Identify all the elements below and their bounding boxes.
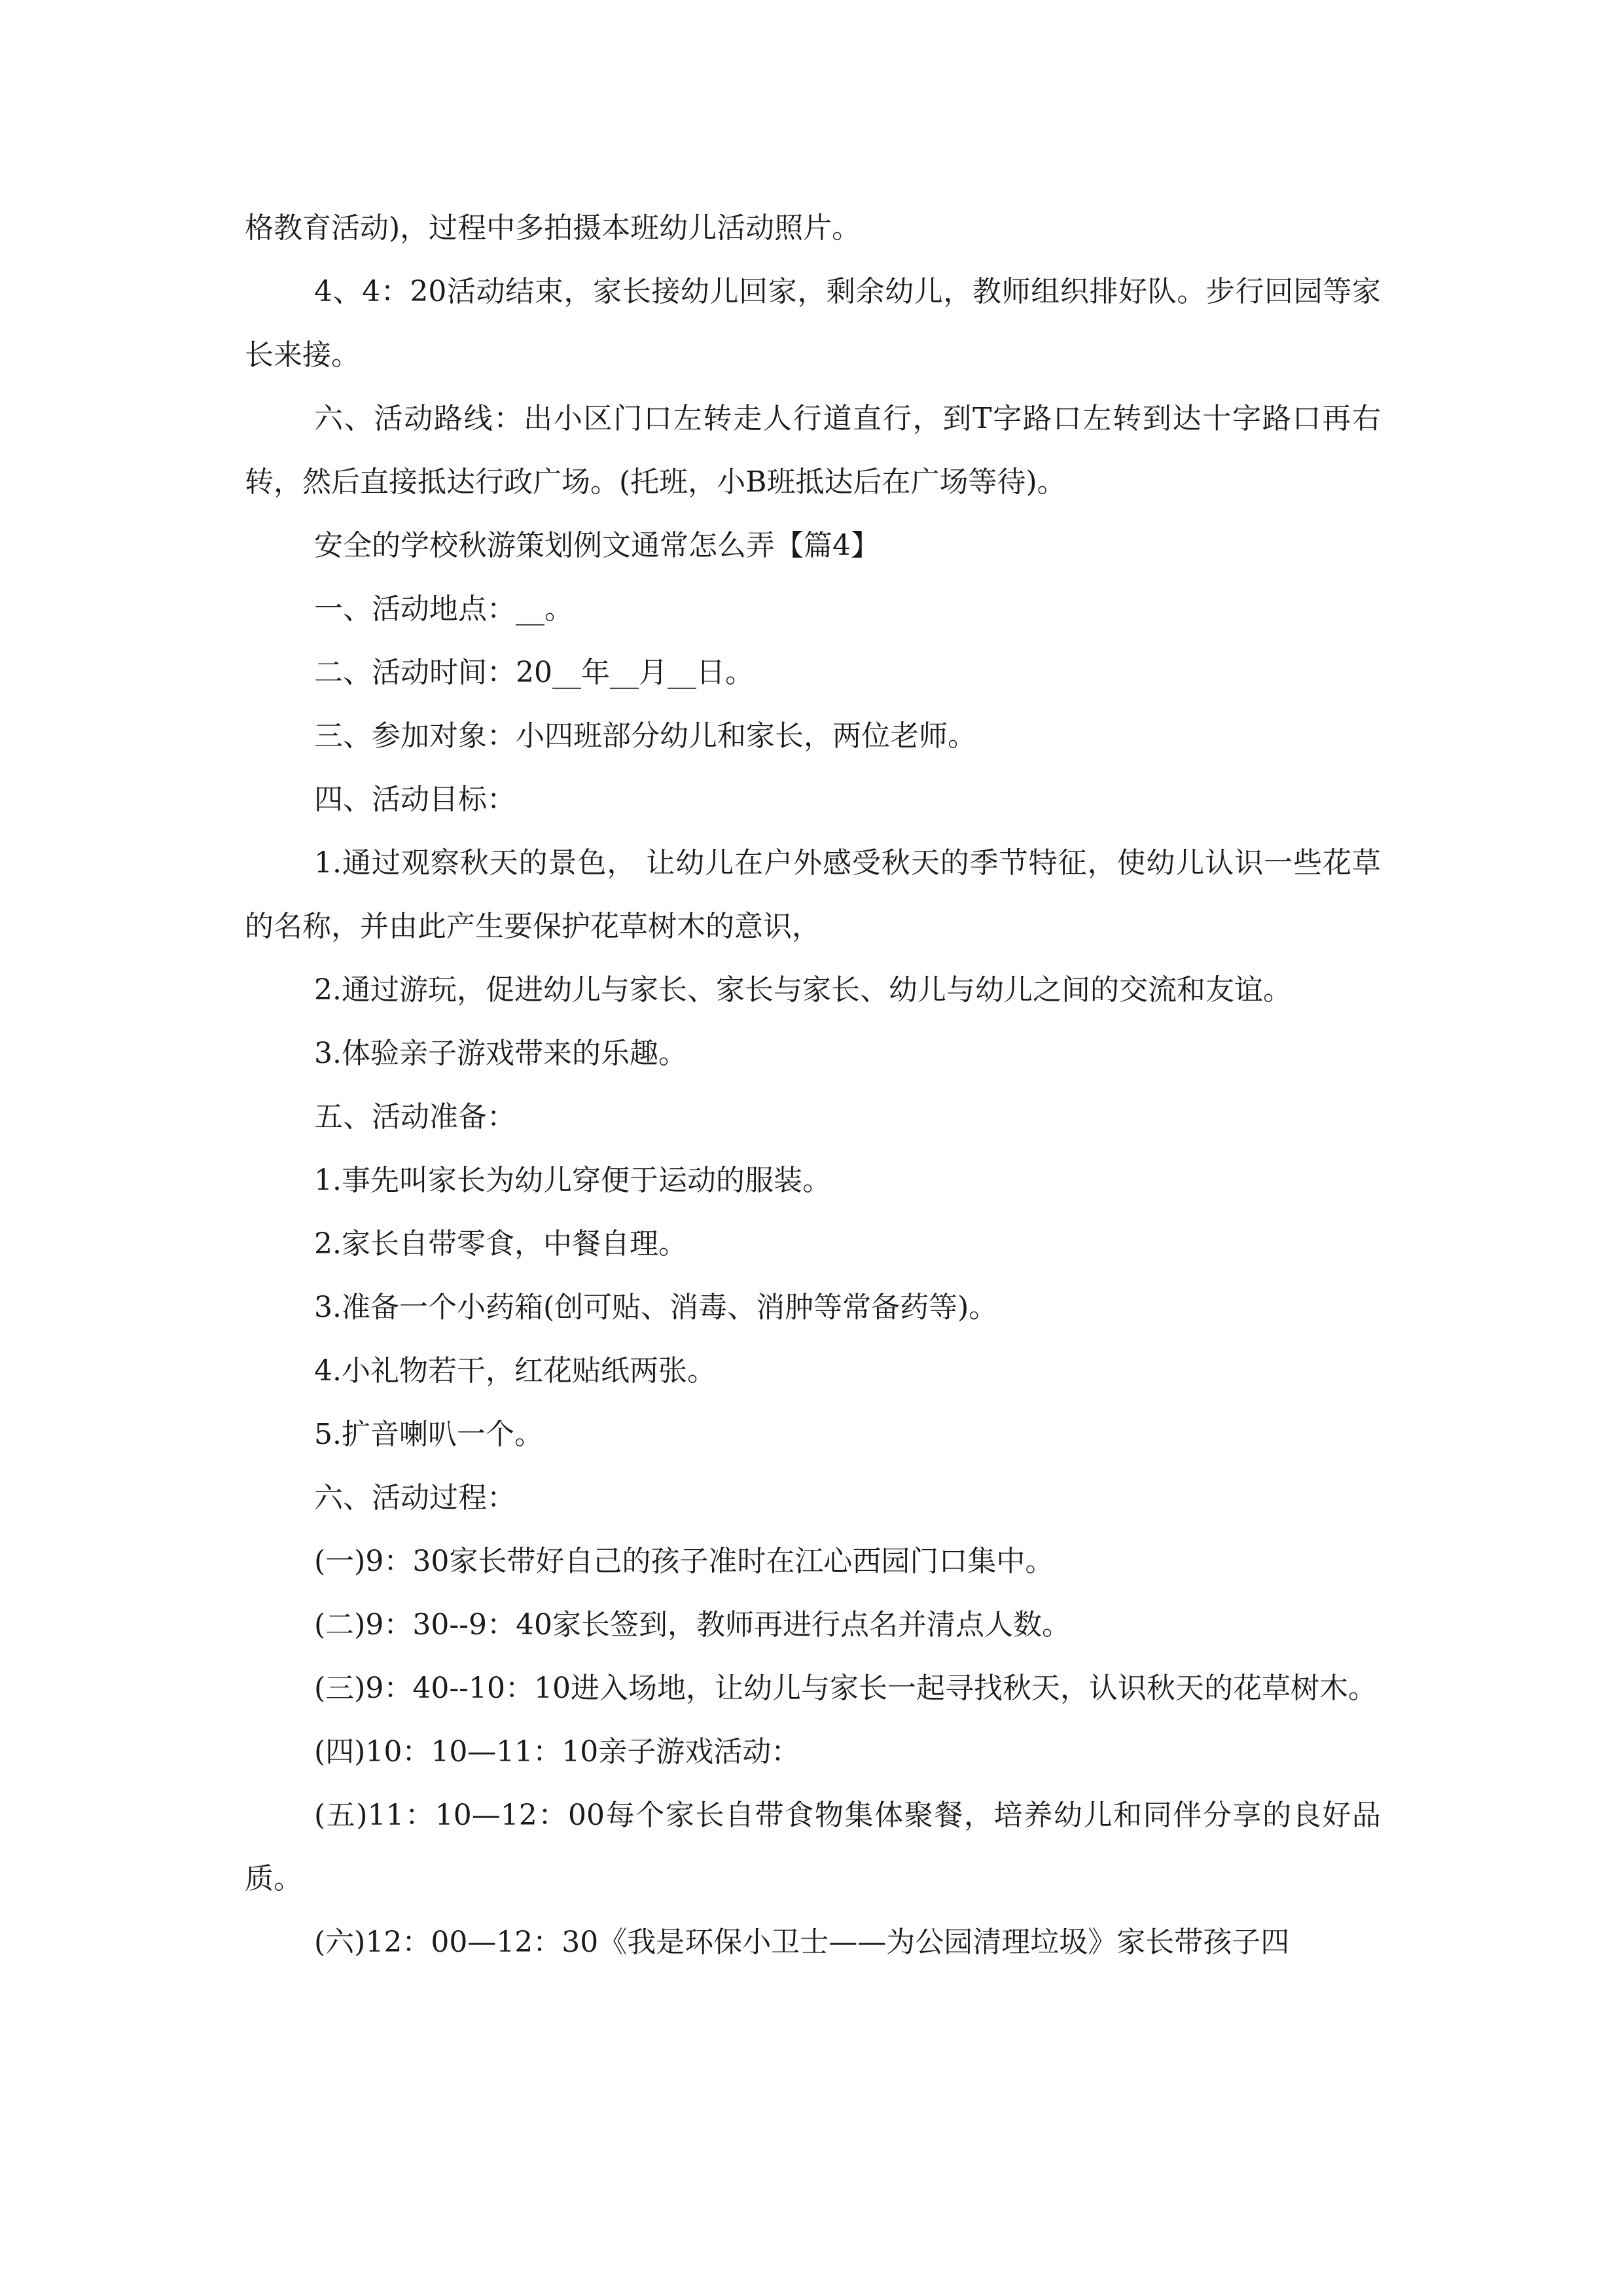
process-item-4: (四)10：10—11：10亲子游戏活动： xyxy=(314,1735,800,1768)
prep-item-5: 5.扩音喇叭一个。 xyxy=(314,1418,543,1451)
paragraph-continuation: 格教育活动)，过程中多拍摄本班幼儿活动照片。 xyxy=(245,211,861,245)
paragraph-route: 六、活动路线：出小区门口左转走人行道直行，到T字路口左转到达十字路口再右转，然后直接抵达行政广场。(托班，小B班抵达后在广场等待)。 xyxy=(245,402,1381,499)
process-item-1: (一)9：30家长带好自己的孩子准时在江心西园门口集中。 xyxy=(314,1545,1054,1578)
paragraph-time: 二、活动时间：20__年__月__日。 xyxy=(314,656,754,689)
paragraph-step-4: 4、4：20活动结束，家长接幼儿回家，剩余幼儿，教师组织排好队。步行回园等家长来接。 xyxy=(245,275,1381,372)
process-item-2: (二)9：30--9：40家长签到，教师再进行点名并清点人数。 xyxy=(314,1608,1071,1641)
heading-process: 六、活动过程： xyxy=(314,1481,516,1515)
section-heading-part-4: 安全的学校秋游策划例文通常怎么弄【篇4】 xyxy=(314,529,880,562)
process-item-5: (五)11：10—12：00每个家长自带食物集体聚餐，培养幼儿和同伴分享的良好品质。 xyxy=(245,1799,1381,1895)
paragraph-location: 一、活动地点：__。 xyxy=(314,592,573,626)
heading-goals: 四、活动目标： xyxy=(314,783,516,816)
process-item-3: (三)9：40--10：10进入场地，让幼儿与家长一起寻找秋天，认识秋天的花草树木。 xyxy=(314,1672,1378,1705)
prep-item-3: 3.准备一个小药箱(创可贴、消毒、消肿等常备药等)。 xyxy=(314,1291,998,1324)
paragraph-participants: 三、参加对象：小四班部分幼儿和家长，两位老师。 xyxy=(314,719,976,753)
goal-item-1: 1.通过观察秋天的景色， 让幼儿在户外感受秋天的季节特征，使幼儿认识一些花草的名称，并由此产生要保护花草树木的意识， xyxy=(245,846,1381,943)
process-item-6: (六)12：00—12：30《我是环保小卫士——为公园清理垃圾》家长带孩子四 xyxy=(314,1926,1290,1959)
prep-item-2: 2.家长自带零食，中餐自理。 xyxy=(314,1227,687,1261)
goal-item-3: 3.体验亲子游戏带来的乐趣。 xyxy=(314,1037,687,1070)
goal-item-2: 2.通过游玩，促进幼儿与家长、家长与家长、幼儿与幼儿之间的交流和友谊。 xyxy=(314,973,1292,1007)
document-body xyxy=(245,196,1381,1974)
heading-preparation: 五、活动准备： xyxy=(314,1100,516,1134)
prep-item-4: 4.小礼物若干，红花贴纸两张。 xyxy=(314,1354,716,1388)
prep-item-1: 1.事先叫家长为幼儿穿便于运动的服装。 xyxy=(314,1164,831,1197)
